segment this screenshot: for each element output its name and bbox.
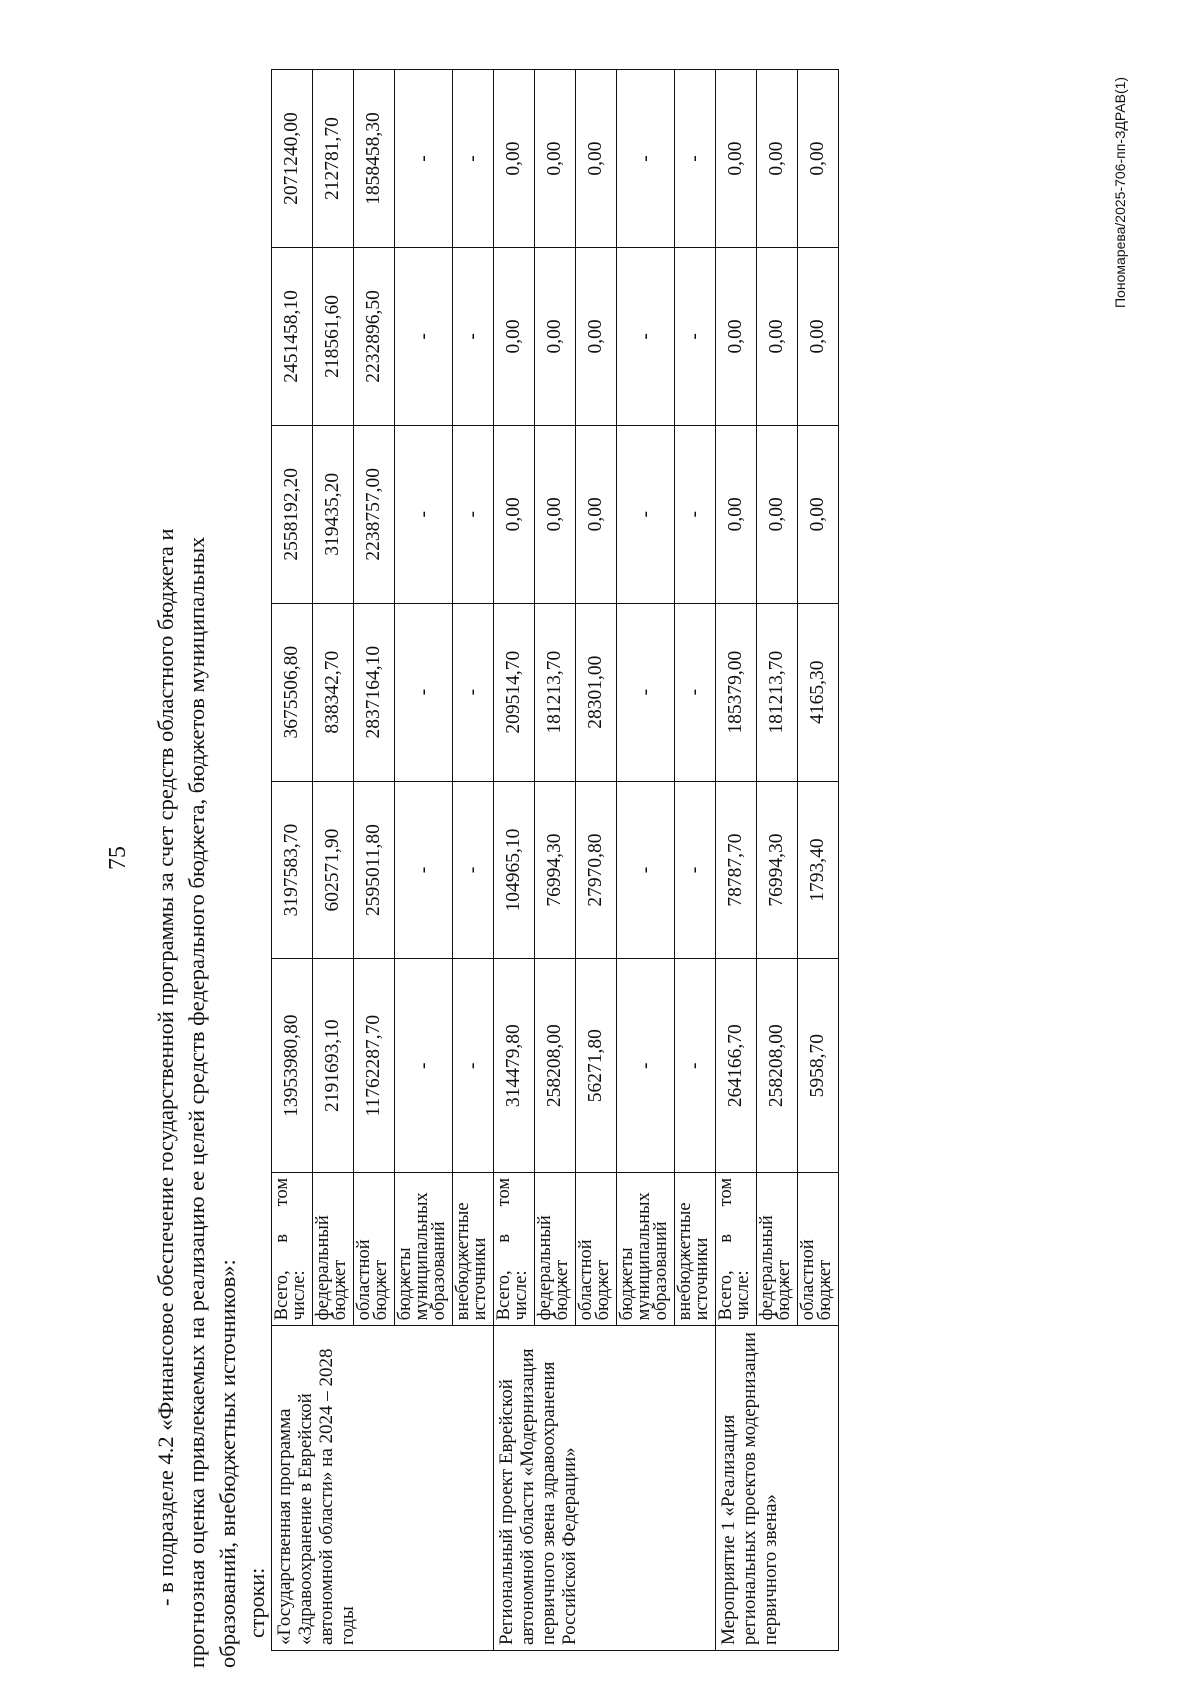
value-cell: 0,00 — [576, 425, 617, 603]
financing-table — [271, 69, 839, 1651]
value-cell: - — [617, 247, 675, 425]
value-cell: - — [453, 959, 494, 1172]
source-cell: областной бюджет — [576, 1172, 617, 1325]
value-cell: 314479,80 — [494, 959, 535, 1172]
value-cell: 2232896,50 — [354, 247, 395, 425]
value-cell: 76994,30 — [535, 781, 576, 959]
value-cell: - — [675, 781, 716, 959]
value-cell: - — [395, 781, 453, 959]
table-row — [716, 70, 757, 1651]
value-cell: - — [395, 425, 453, 603]
value-cell: 1793,40 — [798, 781, 839, 959]
value-cell: 0,00 — [716, 247, 757, 425]
value-cell: 5958,70 — [798, 959, 839, 1172]
intro-line-1: - в подразделе 4.2 «Финансовое обеспечение государственной программы за счет средств областного бюджета и — [153, 528, 178, 1606]
table-row — [494, 70, 535, 1651]
value-cell: 78787,70 — [716, 781, 757, 959]
value-cell: 2238757,00 — [354, 425, 395, 603]
value-cell: 181213,70 — [757, 603, 798, 781]
value-cell: 2837164,10 — [354, 603, 395, 781]
value-cell: 0,00 — [535, 425, 576, 603]
value-cell: 838342,70 — [313, 603, 354, 781]
value-cell: 218561,60 — [313, 247, 354, 425]
source-cell: областной бюджет — [354, 1172, 395, 1325]
value-cell: - — [675, 603, 716, 781]
value-cell: 28301,00 — [576, 603, 617, 781]
value-cell: 0,00 — [535, 70, 576, 248]
intro-paragraph — [150, 168, 243, 1668]
value-cell: - — [675, 959, 716, 1172]
value-cell: - — [617, 781, 675, 959]
value-cell: 264166,70 — [716, 959, 757, 1172]
value-cell: - — [617, 70, 675, 248]
value-cell: - — [395, 959, 453, 1172]
activity-name-cell: Мероприятие 1 «Реализация региональных проектов модернизации первичного звена» — [716, 1326, 839, 1651]
rows-label: строки: — [244, 1567, 269, 1638]
source-cell: федеральный бюджет — [757, 1172, 798, 1325]
value-cell: 3675506,80 — [272, 603, 313, 781]
value-cell: - — [453, 70, 494, 248]
value-cell: 0,00 — [798, 70, 839, 248]
value-cell: 0,00 — [576, 70, 617, 248]
value-cell: 13953980,80 — [272, 959, 313, 1172]
source-cell: федеральный бюджет — [535, 1172, 576, 1325]
value-cell: 2595011,80 — [354, 781, 395, 959]
value-cell: - — [617, 959, 675, 1172]
value-cell: 0,00 — [494, 247, 535, 425]
value-cell: - — [675, 70, 716, 248]
value-cell: 0,00 — [757, 425, 798, 603]
value-cell: - — [395, 247, 453, 425]
value-cell: 4165,30 — [798, 603, 839, 781]
value-cell: 0,00 — [716, 70, 757, 248]
value-cell: - — [617, 425, 675, 603]
value-cell: 0,00 — [494, 425, 535, 603]
value-cell: - — [453, 603, 494, 781]
source-cell-total: Всего, в том числе: — [272, 1172, 313, 1325]
value-cell: 2071240,00 — [272, 70, 313, 248]
value-cell: - — [617, 603, 675, 781]
value-cell: 212781,70 — [313, 70, 354, 248]
value-cell: 27970,80 — [576, 781, 617, 959]
source-cell: бюджеты муниципальных образований — [617, 1172, 675, 1325]
value-cell: 2451458,10 — [272, 247, 313, 425]
page-number: 75 — [105, 846, 131, 870]
value-cell: 0,00 — [757, 247, 798, 425]
value-cell: - — [395, 70, 453, 248]
value-cell: - — [675, 247, 716, 425]
value-cell: 3197583,70 — [272, 781, 313, 959]
value-cell: 0,00 — [494, 70, 535, 248]
value-cell: 258208,00 — [757, 959, 798, 1172]
footer-document-code: Пономарева/2025-706-пп-ЗДРАВ(1) — [1112, 76, 1128, 308]
value-cell: - — [453, 425, 494, 603]
value-cell: 1858458,30 — [354, 70, 395, 248]
value-cell: 602571,90 — [313, 781, 354, 959]
value-cell: 319435,20 — [313, 425, 354, 603]
value-cell: 76994,30 — [757, 781, 798, 959]
value-cell: 56271,80 — [576, 959, 617, 1172]
source-cell-total: Всего, в том числе: — [716, 1172, 757, 1325]
value-cell: 209514,70 — [494, 603, 535, 781]
value-cell: 181213,70 — [535, 603, 576, 781]
value-cell: 0,00 — [535, 247, 576, 425]
program-name-cell: «Государственная программа «Здравоохранение в Еврейской автономной области» на 2024 – 2028 годы — [272, 1326, 494, 1651]
source-cell-total: Всего, в том числе: — [494, 1172, 535, 1325]
value-cell: 258208,00 — [535, 959, 576, 1172]
source-cell: внебюджетные источники — [675, 1172, 716, 1325]
project-name-cell: Региональный проект Еврейской автономной области «Модернизация первичного звена здравоохранения Российской Федерации» — [494, 1326, 716, 1651]
value-cell: 0,00 — [798, 425, 839, 603]
value-cell: 11762287,70 — [354, 959, 395, 1172]
value-cell: 2558192,20 — [272, 425, 313, 603]
value-cell: 0,00 — [757, 70, 798, 248]
value-cell: - — [675, 425, 716, 603]
value-cell: 2191693,10 — [313, 959, 354, 1172]
value-cell: 185379,00 — [716, 603, 757, 781]
intro-line-2: прогнозная оценка привлекаемых на реализацию ее целей средств федерального бюджета, бюджетов муниципальных — [184, 536, 209, 1668]
table-row — [272, 70, 313, 1651]
value-cell: - — [395, 603, 453, 781]
value-cell: - — [453, 247, 494, 425]
source-cell: бюджеты муниципальных образований — [395, 1172, 453, 1325]
intro-line-3: образований, внебюджетных источников»: — [215, 1259, 240, 1668]
value-cell: 0,00 — [576, 247, 617, 425]
value-cell: 0,00 — [798, 247, 839, 425]
source-cell: внебюджетные источники — [453, 1172, 494, 1325]
source-cell: областной бюджет — [798, 1172, 839, 1325]
source-cell: федеральный бюджет — [313, 1172, 354, 1325]
value-cell: 0,00 — [716, 425, 757, 603]
value-cell: - — [453, 781, 494, 959]
value-cell: 104965,10 — [494, 781, 535, 959]
